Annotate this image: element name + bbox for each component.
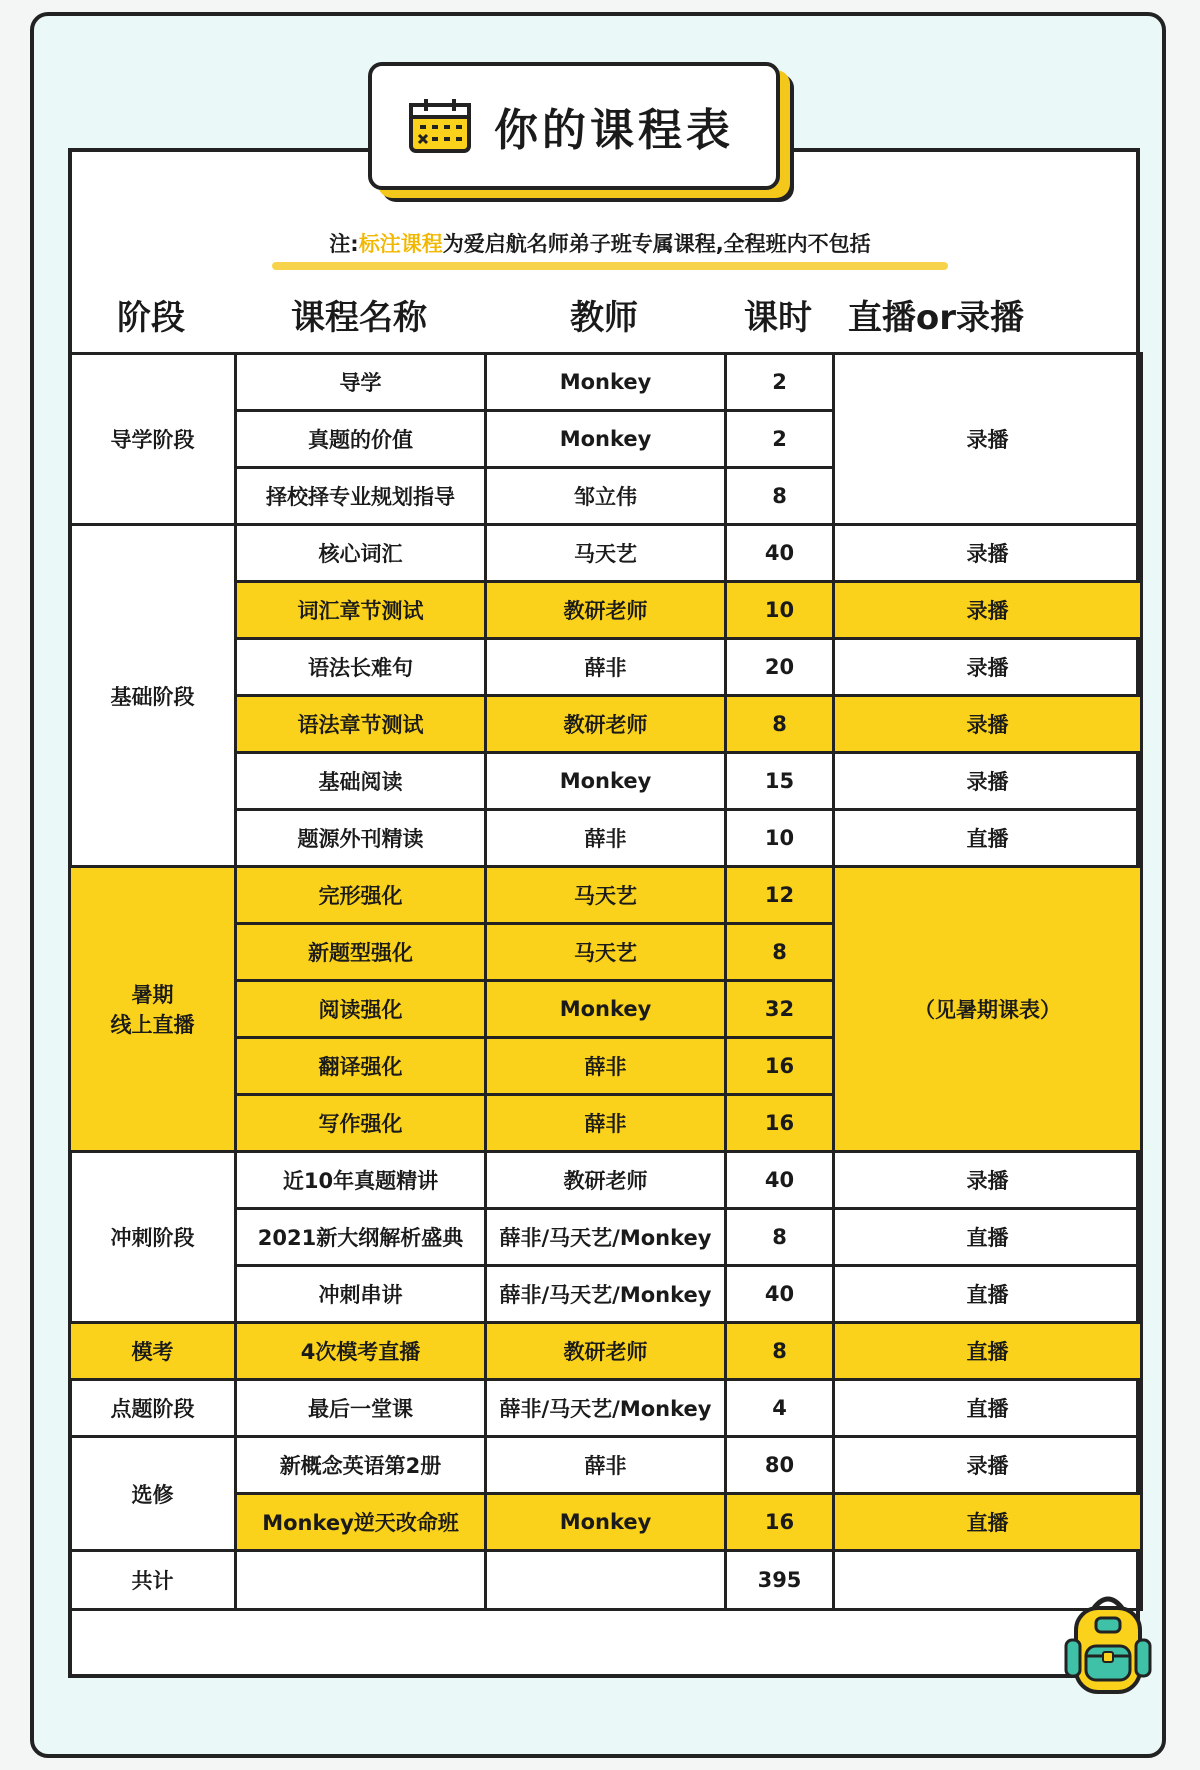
teacher-cell: 薛非 [486,1095,726,1152]
mode-cell: 直播 [834,1209,1142,1266]
teacher-cell: Monkey [486,753,726,810]
teacher-cell: 薛非 [486,810,726,867]
teacher-cell: Monkey [486,354,726,411]
note [0,228,1200,258]
mode-cell: 直播 [834,1266,1142,1323]
teacher-cell: 薛非/马天艺/Monkey [486,1380,726,1437]
course-cell: 新题型强化 [236,924,486,981]
course-cell: 新概念英语第2册 [236,1437,486,1494]
course-table [68,352,1143,1611]
backpack-icon [1060,1590,1156,1700]
teacher-cell: 薛非/马天艺/Monkey [486,1266,726,1323]
stage-cell: 基础阶段 [70,525,236,867]
header-teacher: 教师 [570,298,638,338]
teacher-cell: Monkey [486,1494,726,1551]
stage-cell: 选修 [70,1437,236,1551]
hours-cell: 8 [726,468,834,525]
teacher-cell: 马天艺 [486,924,726,981]
note-underline [272,262,948,270]
teacher-cell: Monkey [486,981,726,1038]
table-row [70,1437,1142,1494]
mode-cell: 录播 [834,582,1142,639]
table-row [70,867,1142,924]
teacher-cell: 教研老师 [486,1323,726,1380]
mode-cell: 直播 [834,1380,1142,1437]
course-cell: 择校择专业规划指导 [236,468,486,525]
header-hours: 课时 [744,298,812,338]
hours-cell: 40 [726,525,834,582]
page-title: 你的课程表 [494,105,734,156]
course-cell: 最后一堂课 [236,1380,486,1437]
stage-cell: 导学阶段 [70,354,236,525]
course-cell: Monkey逆天改命班 [236,1494,486,1551]
title-badge [368,62,780,190]
empty-cell [236,1551,486,1610]
hours-cell: 8 [726,924,834,981]
hours-cell: 8 [726,1209,834,1266]
teacher-cell: Monkey [486,411,726,468]
course-cell: 完形强化 [236,867,486,924]
table-row [70,1152,1142,1209]
total-label: 共计 [70,1551,236,1610]
course-cell: 2021新大纲解析盛典 [236,1209,486,1266]
mode-cell: 录播 [834,525,1142,582]
mode-cell: 录播 [834,753,1142,810]
mode-cell: 录播 [834,639,1142,696]
hours-cell: 80 [726,1437,834,1494]
mode-cell: 直播 [834,810,1142,867]
teacher-cell: 马天艺 [486,525,726,582]
hours-cell: 15 [726,753,834,810]
mode-cell: 录播 [834,1152,1142,1209]
course-cell: 基础阅读 [236,753,486,810]
note-highlight: 标注课程 [358,232,443,256]
header-stage: 阶段 [117,298,185,338]
total-row [70,1551,1142,1610]
stage-cell: 冲刺阶段 [70,1152,236,1323]
hours-cell: 40 [726,1152,834,1209]
hours-cell: 8 [726,1323,834,1380]
teacher-cell: 教研老师 [486,582,726,639]
mode-cell: （见暑期课表） [834,867,1142,1152]
hours-cell: 8 [726,696,834,753]
hours-cell: 10 [726,810,834,867]
course-cell: 4次模考直播 [236,1323,486,1380]
hours-cell: 4 [726,1380,834,1437]
course-cell: 核心词汇 [236,525,486,582]
mode-cell: 录播 [834,1437,1142,1494]
mode-cell: 录播 [834,354,1142,525]
course-cell: 导学 [236,354,486,411]
total-hours: 395 [726,1551,834,1610]
table-row [70,525,1142,582]
teacher-cell: 马天艺 [486,867,726,924]
teacher-cell: 教研老师 [486,1152,726,1209]
course-cell: 题源外刊精读 [236,810,486,867]
course-cell: 语法章节测试 [236,696,486,753]
teacher-cell: 薛非 [486,639,726,696]
stage-cell [70,867,236,1152]
table-row [70,1323,1142,1380]
mode-cell: 录播 [834,696,1142,753]
course-cell: 词汇章节测试 [236,582,486,639]
course-cell: 语法长难句 [236,639,486,696]
hours-cell: 40 [726,1266,834,1323]
course-cell: 真题的价值 [236,411,486,468]
course-cell: 阅读强化 [236,981,486,1038]
table-row [70,354,1142,411]
header-course: 课程名称 [291,298,427,338]
stage-line: 线上直播 [110,1013,195,1037]
teacher-cell: 邹立伟 [486,468,726,525]
teacher-cell: 薛非 [486,1437,726,1494]
hours-cell: 16 [726,1095,834,1152]
hours-cell: 10 [726,582,834,639]
hours-cell: 16 [726,1038,834,1095]
table-row [70,1380,1142,1437]
course-cell: 冲刺串讲 [236,1266,486,1323]
hours-cell: 2 [726,411,834,468]
note-prefix: 注: [329,232,359,256]
note-text: 为爱启航名师弟子班专属课程,全程班内不包括 [442,232,871,256]
stage-line: 暑期 [131,983,174,1007]
teacher-cell: 教研老师 [486,696,726,753]
hours-cell: 2 [726,354,834,411]
course-cell: 翻译强化 [236,1038,486,1095]
hours-cell: 16 [726,1494,834,1551]
hours-cell: 20 [726,639,834,696]
course-cell: 近10年真题精讲 [236,1152,486,1209]
teacher-cell: 薛非/马天艺/Monkey [486,1209,726,1266]
column-headers [68,290,1140,352]
mode-cell: 直播 [834,1323,1142,1380]
mode-cell: 直播 [834,1494,1142,1551]
calendar-icon [408,97,472,155]
teacher-cell: 薛非 [486,1038,726,1095]
empty-cell [486,1551,726,1610]
hours-cell: 12 [726,867,834,924]
stage-cell: 模考 [70,1323,236,1380]
header-mode: 直播or录播 [847,298,1025,338]
course-cell: 写作强化 [236,1095,486,1152]
stage-cell: 点题阶段 [70,1380,236,1437]
hours-cell: 32 [726,981,834,1038]
